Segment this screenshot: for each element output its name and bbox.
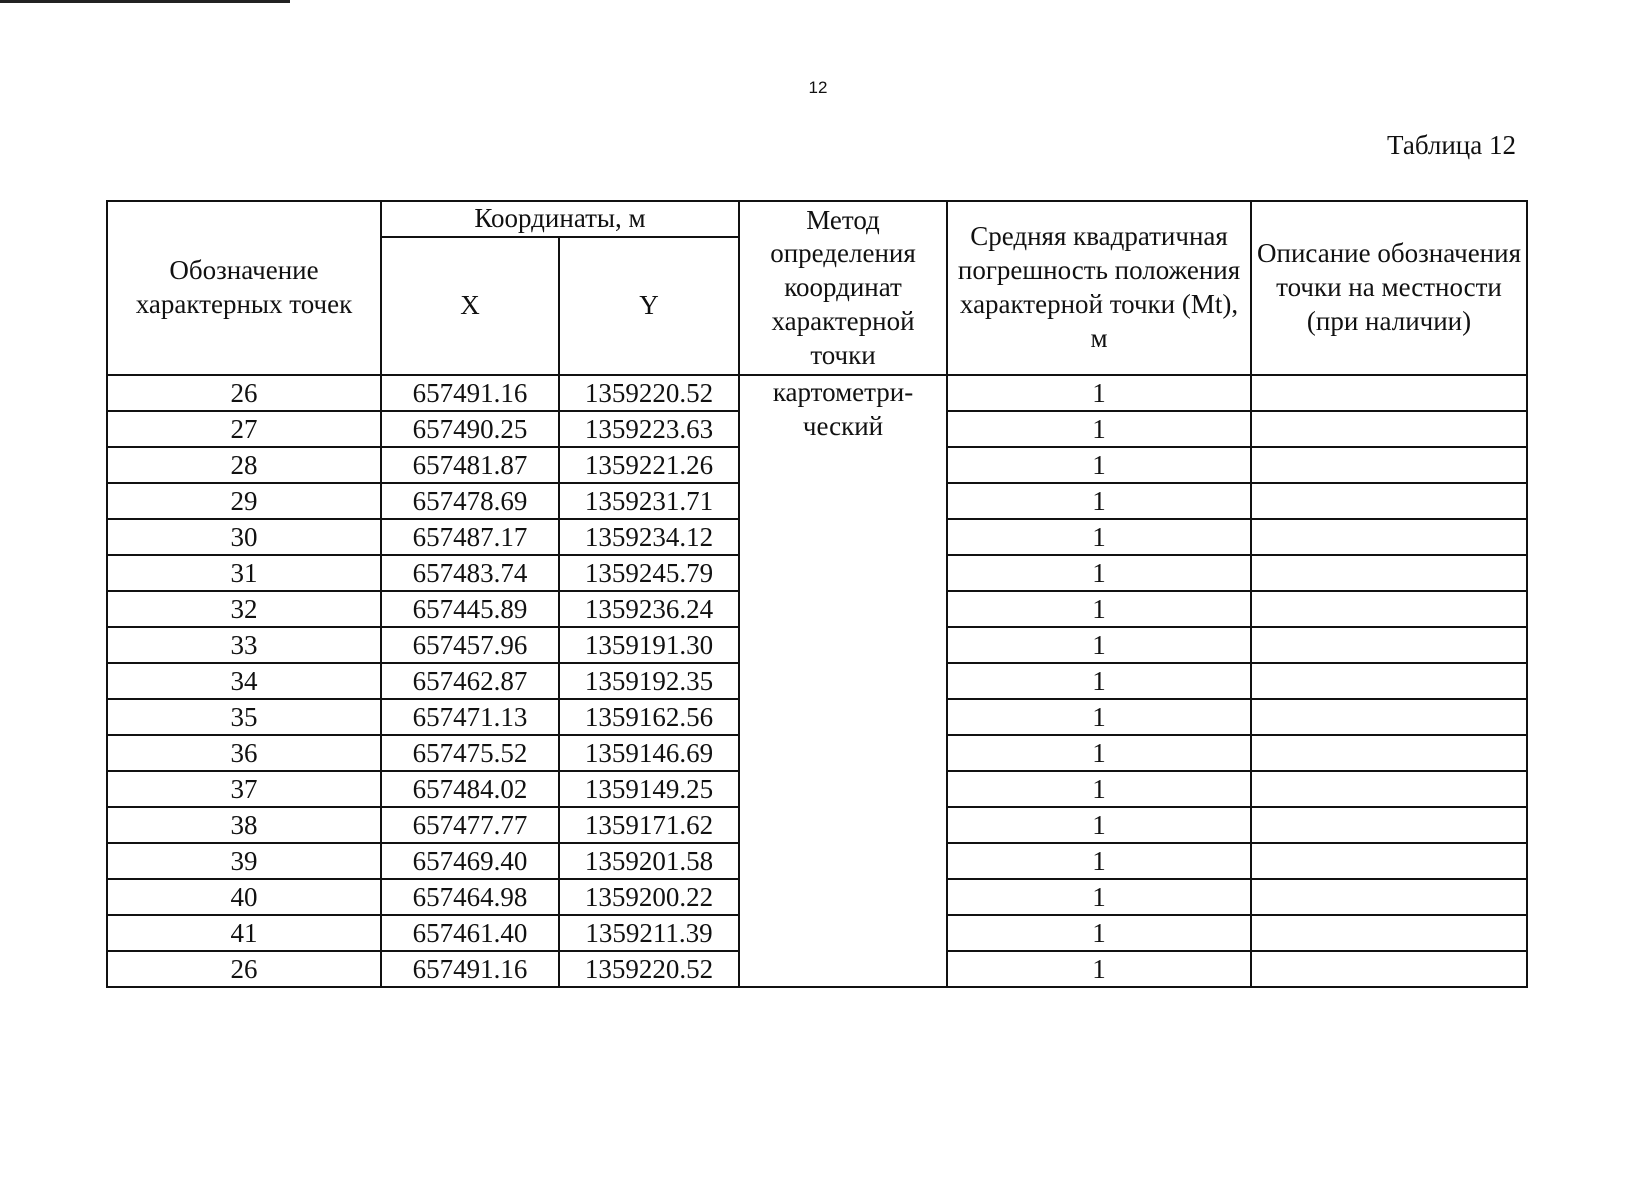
cell-y: 1359234.12 xyxy=(559,519,739,555)
cell-x: 657484.02 xyxy=(381,771,559,807)
cell-point: 27 xyxy=(107,411,381,447)
cell-accuracy: 1 xyxy=(947,663,1251,699)
cell-accuracy: 1 xyxy=(947,375,1251,411)
cell-y: 1359211.39 xyxy=(559,915,739,951)
cell-y: 1359149.25 xyxy=(559,771,739,807)
cell-x: 657477.77 xyxy=(381,807,559,843)
header-description: Описание обозначения точки на местности (при наличии) xyxy=(1251,201,1527,375)
cell-y: 1359191.30 xyxy=(559,627,739,663)
cell-y: 1359146.69 xyxy=(559,735,739,771)
cell-point: 33 xyxy=(107,627,381,663)
table-row xyxy=(107,375,1527,411)
cell-x: 657461.40 xyxy=(381,915,559,951)
header-y: Y xyxy=(559,237,739,375)
cell-accuracy: 1 xyxy=(947,735,1251,771)
cell-y: 1359200.22 xyxy=(559,879,739,915)
cell-x: 657483.74 xyxy=(381,555,559,591)
cell-accuracy: 1 xyxy=(947,951,1251,987)
cell-point: 40 xyxy=(107,879,381,915)
cell-x: 657471.13 xyxy=(381,699,559,735)
cell-description xyxy=(1251,663,1527,699)
cell-description xyxy=(1251,375,1527,411)
cell-description xyxy=(1251,699,1527,735)
cell-point: 38 xyxy=(107,807,381,843)
cell-y: 1359192.35 xyxy=(559,663,739,699)
table-caption: Таблица 12 xyxy=(1387,130,1516,160)
cell-y: 1359231.71 xyxy=(559,483,739,519)
cell-point: 29 xyxy=(107,483,381,519)
cell-description xyxy=(1251,627,1527,663)
cell-description xyxy=(1251,951,1527,987)
cell-accuracy: 1 xyxy=(947,915,1251,951)
cell-y: 1359236.24 xyxy=(559,591,739,627)
cell-point: 30 xyxy=(107,519,381,555)
cell-description xyxy=(1251,411,1527,447)
cell-accuracy: 1 xyxy=(947,483,1251,519)
cell-point: 41 xyxy=(107,915,381,951)
cell-x: 657491.16 xyxy=(381,375,559,411)
cell-x: 657490.25 xyxy=(381,411,559,447)
cell-point: 26 xyxy=(107,951,381,987)
cell-point: 36 xyxy=(107,735,381,771)
header-x: X xyxy=(381,237,559,375)
cell-description xyxy=(1251,843,1527,879)
cell-accuracy: 1 xyxy=(947,519,1251,555)
page-number: 12 xyxy=(808,78,828,97)
cell-point: 35 xyxy=(107,699,381,735)
cell-accuracy: 1 xyxy=(947,699,1251,735)
cell-accuracy: 1 xyxy=(947,627,1251,663)
cell-point: 28 xyxy=(107,447,381,483)
cell-x: 657464.98 xyxy=(381,879,559,915)
cell-description xyxy=(1251,879,1527,915)
cell-description xyxy=(1251,555,1527,591)
cell-description xyxy=(1251,483,1527,519)
cell-x: 657469.40 xyxy=(381,843,559,879)
cell-description xyxy=(1251,519,1527,555)
cell-point: 37 xyxy=(107,771,381,807)
cell-x: 657462.87 xyxy=(381,663,559,699)
cell-x: 657457.96 xyxy=(381,627,559,663)
cell-y: 1359220.52 xyxy=(559,951,739,987)
table-body xyxy=(107,375,1527,987)
cell-description xyxy=(1251,591,1527,627)
header-point-designation: Обозначение характерных точек xyxy=(107,201,381,375)
header-method: Метод определения координат характерной точки xyxy=(739,201,947,375)
cell-accuracy: 1 xyxy=(947,771,1251,807)
cell-point: 34 xyxy=(107,663,381,699)
cell-x: 657491.16 xyxy=(381,951,559,987)
cell-accuracy: 1 xyxy=(947,447,1251,483)
cell-point: 39 xyxy=(107,843,381,879)
cell-y: 1359171.62 xyxy=(559,807,739,843)
cell-y: 1359223.63 xyxy=(559,411,739,447)
cell-accuracy: 1 xyxy=(947,879,1251,915)
cell-x: 657487.17 xyxy=(381,519,559,555)
cell-accuracy: 1 xyxy=(947,411,1251,447)
cell-method: картометри-ческий xyxy=(739,375,947,987)
cell-x: 657478.69 xyxy=(381,483,559,519)
cell-accuracy: 1 xyxy=(947,591,1251,627)
cell-description xyxy=(1251,735,1527,771)
cell-accuracy: 1 xyxy=(947,555,1251,591)
cell-accuracy: 1 xyxy=(947,807,1251,843)
cell-y: 1359162.56 xyxy=(559,699,739,735)
coordinates-table xyxy=(106,200,1528,988)
cell-x: 657445.89 xyxy=(381,591,559,627)
cell-description xyxy=(1251,807,1527,843)
cell-x: 657475.52 xyxy=(381,735,559,771)
cell-point: 32 xyxy=(107,591,381,627)
header-coordinates: Координаты, м xyxy=(381,201,739,237)
header-accuracy: Средняя квадратичная погрешность положения характерной точки (Mt), м xyxy=(947,201,1251,375)
cell-description xyxy=(1251,771,1527,807)
cell-y: 1359220.52 xyxy=(559,375,739,411)
cell-description xyxy=(1251,447,1527,483)
cell-point: 31 xyxy=(107,555,381,591)
cell-point: 26 xyxy=(107,375,381,411)
cell-y: 1359221.26 xyxy=(559,447,739,483)
cell-y: 1359245.79 xyxy=(559,555,739,591)
scan-edge-line xyxy=(0,0,290,3)
cell-accuracy: 1 xyxy=(947,843,1251,879)
cell-description xyxy=(1251,915,1527,951)
cell-x: 657481.87 xyxy=(381,447,559,483)
cell-y: 1359201.58 xyxy=(559,843,739,879)
